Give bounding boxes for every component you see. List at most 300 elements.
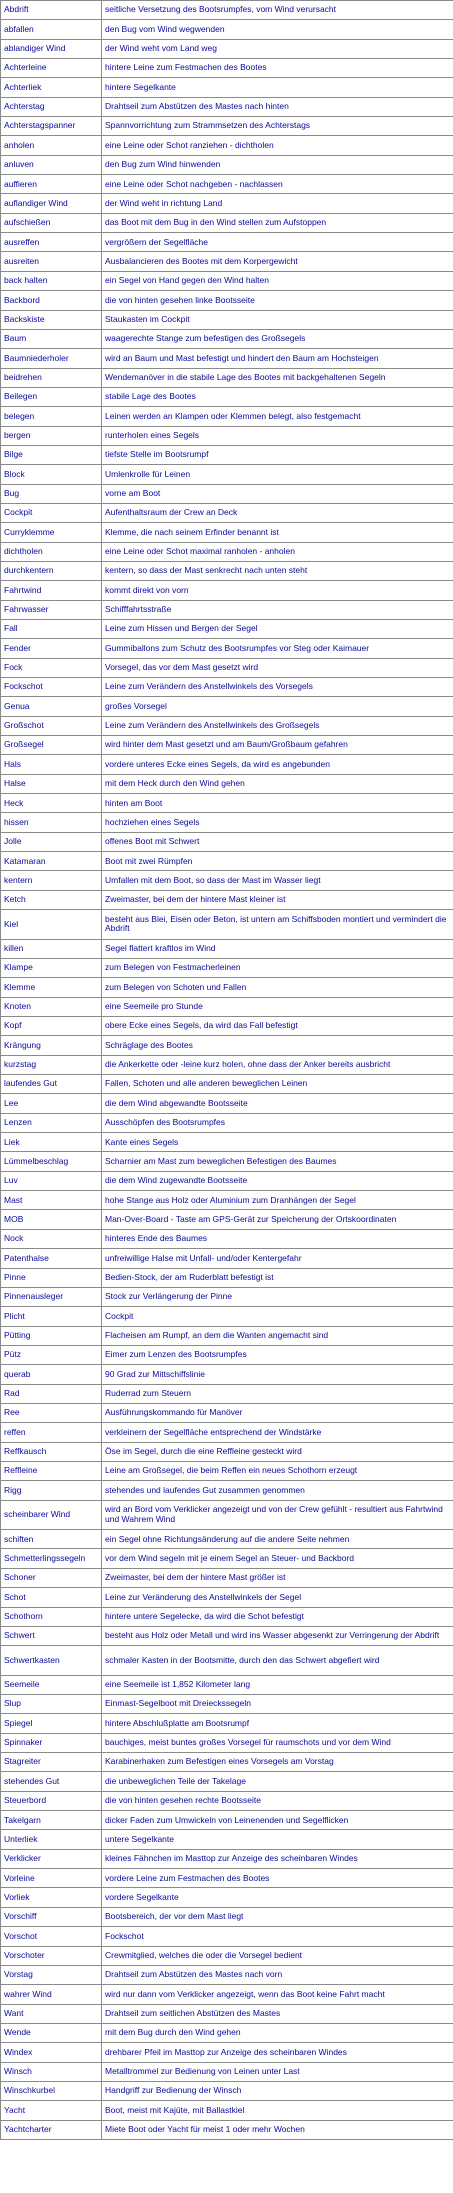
table-row: [1, 832, 453, 851]
glossary-term: Schoner: [1, 1568, 102, 1587]
glossary-term: Schothorn: [1, 1607, 102, 1626]
glossary-term: ausreffen: [1, 233, 102, 252]
glossary-definition: ein Segel ohne Richtungsänderung auf die andere Seite nehmen: [102, 1530, 453, 1549]
glossary-term: Rigg: [1, 1481, 102, 1500]
glossary-term: Vorschiff: [1, 1907, 102, 1926]
table-row: [1, 465, 453, 484]
table-row: [1, 1791, 453, 1810]
table-row: [1, 349, 453, 368]
glossary-definition: Man-Over-Board - Taste am GPS-Gerät zur Speicherung der Ortskoordinaten: [102, 1210, 453, 1229]
glossary-term: Halse: [1, 774, 102, 793]
table-row: [1, 368, 453, 387]
glossary-term: Genua: [1, 697, 102, 716]
glossary-term: Fahrtwind: [1, 581, 102, 600]
table-row: [1, 1307, 453, 1326]
glossary-term: Pütting: [1, 1326, 102, 1345]
glossary-term: Klemme: [1, 978, 102, 997]
table-row: [1, 1287, 453, 1306]
glossary-definition: Staukasten im Cockpit: [102, 310, 453, 329]
table-row: [1, 639, 453, 658]
glossary-term: Steuerbord: [1, 1791, 102, 1810]
table-row: [1, 852, 453, 871]
glossary-term: Yachtcharter: [1, 2120, 102, 2139]
glossary-definition: hintere Leine zum Festmachen des Bootes: [102, 59, 453, 78]
table-row: [1, 1965, 453, 1984]
glossary-term: Vorliek: [1, 1888, 102, 1907]
table-row: [1, 561, 453, 580]
glossary-term: Patenthalse: [1, 1249, 102, 1268]
table-row: [1, 445, 453, 464]
glossary-term: Klampe: [1, 959, 102, 978]
glossary-term: Beilegen: [1, 387, 102, 406]
table-row: [1, 2062, 453, 2081]
glossary-term: Mast: [1, 1191, 102, 1210]
glossary-definition: vorne am Boot: [102, 484, 453, 503]
table-row: [1, 716, 453, 735]
table-row: [1, 20, 453, 39]
glossary-term: Stagreiter: [1, 1753, 102, 1772]
glossary-term: Wende: [1, 2023, 102, 2042]
glossary-definition: kleines Fähnchen im Masttop zur Anzeige des scheinbaren Windes: [102, 1849, 453, 1868]
glossary-term: Achterliek: [1, 78, 102, 97]
table-row: [1, 2023, 453, 2042]
glossary-definition: großes Vorsegel: [102, 697, 453, 716]
glossary-term: Heck: [1, 794, 102, 813]
table-row: [1, 1607, 453, 1626]
table-row: [1, 813, 453, 832]
glossary-definition: ein Segel von Hand gegen den Wind halten: [102, 271, 453, 290]
table-row: [1, 1268, 453, 1287]
glossary-definition: Ruderrad zum Steuern: [102, 1384, 453, 1403]
table-row: [1, 1888, 453, 1907]
glossary-definition: hinten am Boot: [102, 794, 453, 813]
glossary-definition: Zweimaster, bei dem der hintere Mast größer ist: [102, 1568, 453, 1587]
glossary-term: Spinnaker: [1, 1733, 102, 1752]
glossary-definition: Boot, meist mit Kajüte, mit Ballastkiel: [102, 2101, 453, 2120]
table-row: [1, 2004, 453, 2023]
glossary-definition: Leine zum Verändern des Anstellwinkels des Vorsegels: [102, 678, 453, 697]
glossary-definition: Ausschöpfen des Bootsrumpfes: [102, 1113, 453, 1132]
table-row: [1, 291, 453, 310]
table-row: [1, 939, 453, 958]
glossary-term: Winschkurbel: [1, 2081, 102, 2100]
glossary-term: Yacht: [1, 2101, 102, 2120]
glossary-term: Curryklemme: [1, 523, 102, 542]
table-row: [1, 252, 453, 271]
table-row: [1, 2101, 453, 2120]
glossary-definition: Drahtseil zum Abstützen des Mastes nach vorn: [102, 1965, 453, 1984]
glossary-term: killen: [1, 939, 102, 958]
table-row: [1, 426, 453, 445]
table-row: [1, 658, 453, 677]
glossary-term: kentern: [1, 871, 102, 890]
glossary-definition: Fockschot: [102, 1927, 453, 1946]
table-row: [1, 1714, 453, 1733]
glossary-term: Rad: [1, 1384, 102, 1403]
glossary-term: back halten: [1, 271, 102, 290]
table-row: [1, 503, 453, 522]
glossary-definition: schmaler Kasten in der Bootsmitte, durch den das Schwert abgefiert wird: [102, 1646, 453, 1676]
table-row: [1, 136, 453, 155]
glossary-term: Lenzen: [1, 1113, 102, 1132]
table-row: [1, 117, 453, 136]
glossary-definition: Flacheisen am Rumpf, an dem die Wanten angemacht sind: [102, 1326, 453, 1345]
glossary-definition: Drahtseil zum Abstützen des Mastes nach hinten: [102, 97, 453, 116]
glossary-definition: hintere untere Segelecke, da wird die Schot befestigt: [102, 1607, 453, 1626]
table-row: [1, 600, 453, 619]
glossary-definition: runterholen eines Segels: [102, 426, 453, 445]
glossary-definition: Zweimaster, bei dem der hintere Mast kleiner ist: [102, 890, 453, 909]
table-row: [1, 155, 453, 174]
glossary-definition: wird nur dann vom Verklicker angezeigt, wenn das Boot keine Fahrt macht: [102, 1985, 453, 2004]
glossary-definition: mit dem Heck durch den Wind gehen: [102, 774, 453, 793]
table-row: [1, 1772, 453, 1791]
glossary-definition: wird an Bord vom Verklicker angezeigt und von der Crew gefühlt - resultiert aus Fahrtwind und Wahrem Wind: [102, 1500, 453, 1530]
glossary-term: kurzstag: [1, 1055, 102, 1074]
table-row: [1, 271, 453, 290]
glossary-term: Ree: [1, 1403, 102, 1422]
table-row: [1, 387, 453, 406]
glossary-term: Fahrwasser: [1, 600, 102, 619]
glossary-term: stehendes Gut: [1, 1772, 102, 1791]
glossary-term: Winsch: [1, 2062, 102, 2081]
glossary-definition: Drahtseil zum seitlichen Abstützen des Mastes: [102, 2004, 453, 2023]
table-row: [1, 1365, 453, 1384]
glossary-term: Verklicker: [1, 1849, 102, 1868]
table-row: [1, 1927, 453, 1946]
table-row: [1, 1326, 453, 1345]
glossary-term: Achterstagspanner: [1, 117, 102, 136]
glossary-definition: Boot mit zwei Rümpfen: [102, 852, 453, 871]
glossary-term: Kopf: [1, 1017, 102, 1036]
glossary-term: Katamaran: [1, 852, 102, 871]
table-row: [1, 175, 453, 194]
glossary-term: hissen: [1, 813, 102, 832]
glossary-definition: offenes Boot mit Schwert: [102, 832, 453, 851]
glossary-definition: Leine zur Veränderung des Anstellwinkels der Segel: [102, 1588, 453, 1607]
glossary-term: MOB: [1, 1210, 102, 1229]
glossary-term: ablandiger Wind: [1, 39, 102, 58]
glossary-definition: Miete Boot oder Yacht für meist 1 oder mehr Wochen: [102, 2120, 453, 2139]
table-row: [1, 910, 453, 940]
table-row: [1, 755, 453, 774]
glossary-term: Schwert: [1, 1626, 102, 1645]
glossary-definition: Spannvorrichtung zum Strammsetzen des Achterstags: [102, 117, 453, 136]
glossary-definition: vor dem Wind segeln mit je einem Segel an Steuer- und Backbord: [102, 1549, 453, 1568]
table-row: [1, 1985, 453, 2004]
glossary-definition: Crewmitglied, welches die oder die Vorsegel bedient: [102, 1946, 453, 1965]
glossary-term: Achterleine: [1, 59, 102, 78]
glossary-term: Pütz: [1, 1345, 102, 1364]
table-row: [1, 1500, 453, 1530]
table-row: [1, 1568, 453, 1587]
glossary-definition: Gummiballons zum Schutz des Bootsrumpfes vor Steg oder Kaimauer: [102, 639, 453, 658]
table-row: [1, 1249, 453, 1268]
glossary-definition: hintere Segelkante: [102, 78, 453, 97]
glossary-term: Knoten: [1, 997, 102, 1016]
glossary-definition: Bootsbereich, der vor dem Mast liegt: [102, 1907, 453, 1926]
glossary-term: Backskiste: [1, 310, 102, 329]
table-row: [1, 774, 453, 793]
glossary-term: schiften: [1, 1530, 102, 1549]
table-row: [1, 1830, 453, 1849]
glossary-definition: Stock zur Verlängerung der Pinne: [102, 1287, 453, 1306]
table-row: [1, 978, 453, 997]
glossary-definition: hintere Abschlußplatte am Bootsrumpf: [102, 1714, 453, 1733]
glossary-definition: Umfallen mit dem Boot, so dass der Mast im Wasser liegt: [102, 871, 453, 890]
glossary-term: Backbord: [1, 291, 102, 310]
glossary-term: auffieren: [1, 175, 102, 194]
glossary-definition: tiefste Stelle im Bootsrumpf: [102, 445, 453, 464]
glossary-term: Schwertkasten: [1, 1646, 102, 1676]
table-row: [1, 2081, 453, 2100]
table-row: [1, 2043, 453, 2062]
table-row: [1, 194, 453, 213]
table-row: [1, 1907, 453, 1926]
table-row: [1, 1152, 453, 1171]
glossary-term: Fender: [1, 639, 102, 658]
glossary-definition: zum Belegen von Schoten und Fallen: [102, 978, 453, 997]
table-row: [1, 1869, 453, 1888]
glossary-definition: Eimer zum Lenzen des Bootsrumpfes: [102, 1345, 453, 1364]
table-row: [1, 1946, 453, 1965]
glossary-definition: dicker Faden zum Umwickeln von Leinenenden und Segelflicken: [102, 1811, 453, 1830]
table-row: [1, 1481, 453, 1500]
glossary-definition: die von hinten gesehen rechte Bootsseite: [102, 1791, 453, 1810]
table-row: [1, 697, 453, 716]
glossary-definition: die von hinten gesehen linke Bootsseite: [102, 291, 453, 310]
glossary-definition: untere Segelkante: [102, 1830, 453, 1849]
table-row: [1, 871, 453, 890]
glossary-definition: 90 Grad zur Mittschiffslinie: [102, 1365, 453, 1384]
glossary-term: belegen: [1, 407, 102, 426]
glossary-definition: obere Ecke eines Segels, da wird das Fall befestigt: [102, 1017, 453, 1036]
glossary-definition: hinteres Ende des Baumes: [102, 1229, 453, 1248]
table-row: [1, 233, 453, 252]
glossary-definition: kentern, so dass der Mast senkrecht nach unten steht: [102, 561, 453, 580]
glossary-term: Luv: [1, 1171, 102, 1190]
glossary-definition: Fallen, Schoten und alle anderen beweglichen Leinen: [102, 1075, 453, 1094]
table-row: [1, 1094, 453, 1113]
table-row: [1, 484, 453, 503]
glossary-definition: Einmast-Segelboot mit Dreieckssegeln: [102, 1695, 453, 1714]
glossary-term: Lee: [1, 1094, 102, 1113]
glossary-definition: Leine zum Verändern des Anstellwinkels des Großsegels: [102, 716, 453, 735]
table-row: [1, 678, 453, 697]
table-row: [1, 2120, 453, 2139]
glossary-definition: seitliche Versetzung des Bootsrumpfes, vom Wind verursacht: [102, 1, 453, 20]
glossary-definition: Vorsegel, das vor dem Mast gesetzt wird: [102, 658, 453, 677]
glossary-term: bergen: [1, 426, 102, 445]
glossary-term: Schmetterlingssegeln: [1, 1549, 102, 1568]
glossary-term: abfallen: [1, 20, 102, 39]
glossary-term: wahrer Wind: [1, 1985, 102, 2004]
glossary-definition: der Wind weht vom Land weg: [102, 39, 453, 58]
glossary-term: Fall: [1, 620, 102, 639]
glossary-term: Jolle: [1, 832, 102, 851]
table-row: [1, 407, 453, 426]
table-row: [1, 997, 453, 1016]
glossary-definition: vergrößern der Segelfläche: [102, 233, 453, 252]
glossary-term: Krängung: [1, 1036, 102, 1055]
table-row: [1, 620, 453, 639]
glossary-definition: vordere Segelkante: [102, 1888, 453, 1907]
glossary-definition: die dem Wind zugewandte Bootsseite: [102, 1171, 453, 1190]
glossary-definition: drehbarer Pfeil im Masttop zur Anzeige des scheinbaren Windes: [102, 2043, 453, 2062]
table-row: [1, 1017, 453, 1036]
table-row: [1, 1695, 453, 1714]
table-row: [1, 1549, 453, 1568]
glossary-definition: Cockpit: [102, 1307, 453, 1326]
table-row: [1, 736, 453, 755]
glossary-definition: Umlenkrolle für Leinen: [102, 465, 453, 484]
glossary-definition: Wendemanöver in die stabile Lage des Bootes mit backgehaltenen Segeln: [102, 368, 453, 387]
glossary-definition: Bedien-Stock, der am Ruderblatt befestigt ist: [102, 1268, 453, 1287]
table-row: [1, 1171, 453, 1190]
glossary-term: Fock: [1, 658, 102, 677]
glossary-term: Großsegel: [1, 736, 102, 755]
glossary-term: Unterliek: [1, 1830, 102, 1849]
glossary-definition: stabile Lage des Bootes: [102, 387, 453, 406]
glossary-term: Schot: [1, 1588, 102, 1607]
glossary-definition: Kante eines Segels: [102, 1133, 453, 1152]
glossary-term: Bug: [1, 484, 102, 503]
glossary-definition: kommt direkt von vorn: [102, 581, 453, 600]
table-row: [1, 1530, 453, 1549]
glossary-term: Liek: [1, 1133, 102, 1152]
table-row: [1, 1646, 453, 1676]
glossary-definition: Scharnier am Mast zum beweglichen Befestigen des Baumes: [102, 1152, 453, 1171]
glossary-definition: mit dem Bug durch den Wind gehen: [102, 2023, 453, 2042]
glossary-term: Abdrift: [1, 1, 102, 20]
glossary-term: laufendes Gut: [1, 1075, 102, 1094]
glossary-definition: Schräglage des Bootes: [102, 1036, 453, 1055]
table-row: [1, 1345, 453, 1364]
glossary-definition: die Ankerkette oder -leine kurz holen, ohne dass der Anker bereits ausbricht: [102, 1055, 453, 1074]
table-row: [1, 310, 453, 329]
glossary-term: Lümmelbeschlag: [1, 1152, 102, 1171]
glossary-definition: vordere Leine zum Festmachen des Bootes: [102, 1869, 453, 1888]
glossary-term: aufschießen: [1, 213, 102, 232]
glossary-definition: vordere unteres Ecke eines Segels, da wird es angebunden: [102, 755, 453, 774]
table-row: [1, 1442, 453, 1461]
glossary-definition: den Bug vom Wind wegwenden: [102, 20, 453, 39]
glossary-term: Want: [1, 2004, 102, 2023]
glossary-definition: Ausbalancieren des Bootes mit dem Korpergewicht: [102, 252, 453, 271]
table-row: [1, 213, 453, 232]
glossary-definition: besteht aus Holz oder Metall und wird ins Wasser abgesenkt zur Verringerung der Abdrift: [102, 1626, 453, 1645]
glossary-term: Kiel: [1, 910, 102, 940]
glossary-definition: Handgriff zur Bedienung der Winsch: [102, 2081, 453, 2100]
glossary-definition: Schifffahrtsstraße: [102, 600, 453, 619]
table-row: [1, 890, 453, 909]
glossary-definition: Klemme, die nach seinem Erfinder benannt ist: [102, 523, 453, 542]
glossary-definition: stehendes und laufendes Gut zusammen genommen: [102, 1481, 453, 1500]
table-row: [1, 1849, 453, 1868]
glossary-term: auflandiger Wind: [1, 194, 102, 213]
glossary-definition: Karabinerhaken zum Befestigen eines Vorsegels am Vorstag: [102, 1753, 453, 1772]
glossary-definition: zum Belegen von Festmacherleinen: [102, 959, 453, 978]
glossary-term: Vorschoter: [1, 1946, 102, 1965]
glossary-term: Nock: [1, 1229, 102, 1248]
table-row: [1, 523, 453, 542]
table-row: [1, 1075, 453, 1094]
glossary-term: Baum: [1, 329, 102, 348]
table-row: [1, 97, 453, 116]
glossary-definition: Segel flattert kraftlos im Wind: [102, 939, 453, 958]
glossary-term: Spiegel: [1, 1714, 102, 1733]
table-row: [1, 1036, 453, 1055]
glossary-term: Reffleine: [1, 1461, 102, 1480]
glossary-body: [1, 1, 453, 2140]
glossary-term: anluven: [1, 155, 102, 174]
table-row: [1, 59, 453, 78]
table-row: [1, 581, 453, 600]
glossary-definition: Aufenthaltsraum der Crew an Deck: [102, 503, 453, 522]
glossary-term: Takelgarn: [1, 1811, 102, 1830]
glossary-definition: bauchiges, meist buntes großes Vorsegel für raumschots und vor dem Wind: [102, 1733, 453, 1752]
table-row: [1, 1403, 453, 1422]
table-row: [1, 794, 453, 813]
table-row: [1, 1423, 453, 1442]
glossary-definition: eine Leine oder Schot nachgeben - nachlassen: [102, 175, 453, 194]
glossary-term: Plicht: [1, 1307, 102, 1326]
glossary-term: ausreiten: [1, 252, 102, 271]
glossary-term: Hals: [1, 755, 102, 774]
glossary-definition: besteht aus Blei, Eisen oder Beton, ist untern am Schiffsboden montiert und vermindert die Abdrift: [102, 910, 453, 940]
glossary-definition: hochziehen eines Segels: [102, 813, 453, 832]
glossary-definition: das Boot mit dem Bug in den Wind stellen zum Aufstoppen: [102, 213, 453, 232]
glossary-definition: Leinen werden an Klampen oder Klemmen belegt, also festgemacht: [102, 407, 453, 426]
glossary-definition: wird an Baum und Mast befestigt und hindert den Baum am Hochsteigen: [102, 349, 453, 368]
glossary-term: Vorleine: [1, 1869, 102, 1888]
glossary-term: Slup: [1, 1695, 102, 1714]
glossary-definition: die unbeweglichen Teile der Takelage: [102, 1772, 453, 1791]
glossary-term: Reffkausch: [1, 1442, 102, 1461]
glossary-term: Windex: [1, 2043, 102, 2062]
glossary-definition: unfreiwillige Halse mit Unfall- und/oder Kentergefahr: [102, 1249, 453, 1268]
table-row: [1, 1588, 453, 1607]
glossary-term: beidrehen: [1, 368, 102, 387]
glossary-definition: hohe Stange aus Holz oder Aluminium zum Dranhängen der Segel: [102, 1191, 453, 1210]
glossary-definition: Metalltrommel zur Bedienung von Leinen unter Last: [102, 2062, 453, 2081]
glossary-definition: der Wind weht in richtung Land: [102, 194, 453, 213]
glossary-term: Seemeile: [1, 1675, 102, 1694]
glossary-term: dichtholen: [1, 542, 102, 561]
glossary-term: Ketch: [1, 890, 102, 909]
glossary-term: querab: [1, 1365, 102, 1384]
glossary-term: Baumniederholer: [1, 349, 102, 368]
table-row: [1, 1461, 453, 1480]
glossary-term: anholen: [1, 136, 102, 155]
glossary-definition: die dem Wind abgewandte Bootsseite: [102, 1094, 453, 1113]
glossary-definition: wird hinter dem Mast gesetzt und am Baum/Großbaum gefahren: [102, 736, 453, 755]
table-row: [1, 1133, 453, 1152]
glossary-definition: Leine zum Hissen und Bergen der Segel: [102, 620, 453, 639]
glossary-term: Vorschot: [1, 1927, 102, 1946]
table-row: [1, 1210, 453, 1229]
glossary-term: Achterstag: [1, 97, 102, 116]
glossary-definition: Ausführungskommando für Manöver: [102, 1403, 453, 1422]
glossary-definition: Leine am Großsegel, die beim Reffen ein neues Schothorn erzeugt: [102, 1461, 453, 1480]
glossary-definition: eine Leine oder Schot maximal ranholen - anholen: [102, 542, 453, 561]
table-row: [1, 78, 453, 97]
table-row: [1, 542, 453, 561]
glossary-definition: Öse im Segel, durch die eine Reffleine gesteckt wird: [102, 1442, 453, 1461]
glossary-term: scheinbarer Wind: [1, 1500, 102, 1530]
table-row: [1, 1055, 453, 1074]
glossary-term: durchkentern: [1, 561, 102, 580]
